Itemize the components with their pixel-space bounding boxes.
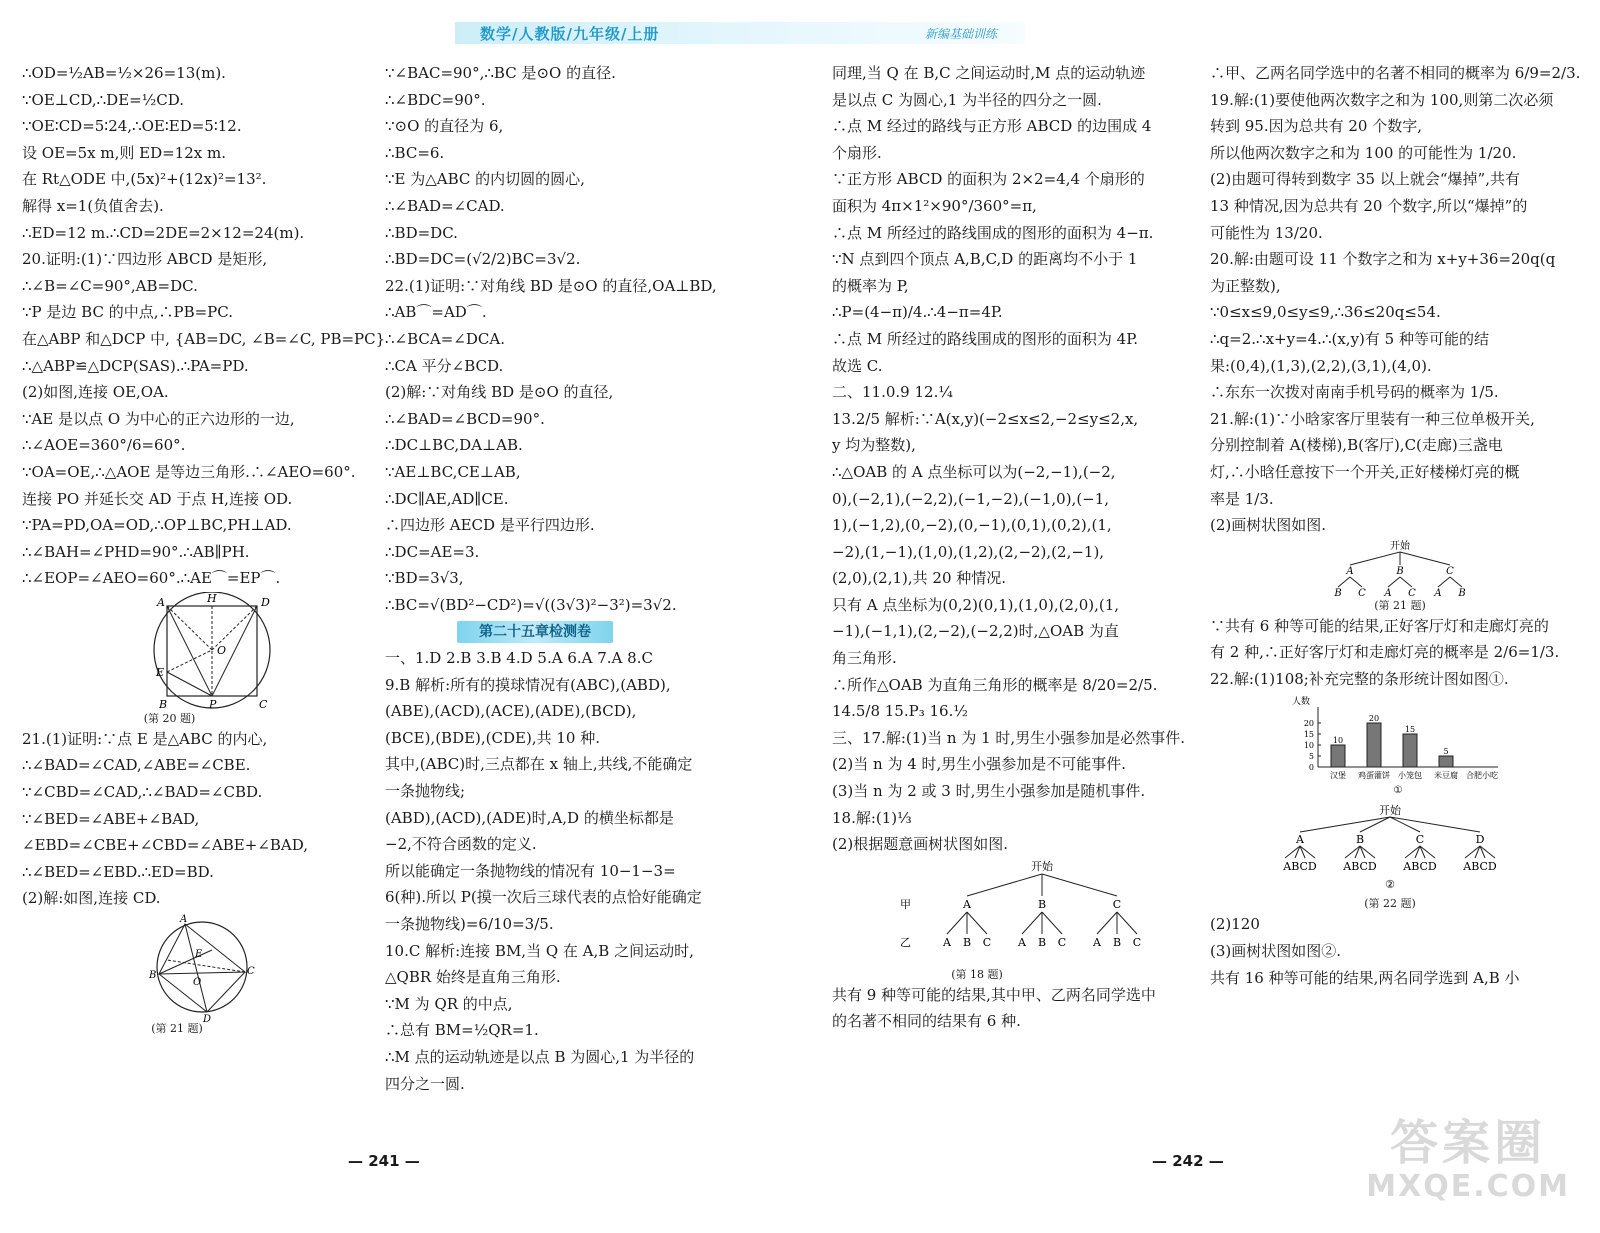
svg-text:B: B — [159, 697, 168, 711]
text-line: ∴点 M 所经过的路线围成的图形的面积为 4−π. — [832, 223, 1154, 242]
figure-22-caption: (第 22 题) — [1364, 897, 1416, 911]
answer-lines — [1210, 60, 1580, 539]
tree-node: A — [1296, 833, 1304, 847]
text-line: (2)当 n 为 4 时,男生小强参加是不可能事件. — [832, 755, 1127, 774]
text-line: 连接 PO 并延长交 AD 于点 H,连接 OD. — [22, 489, 293, 508]
text-line: (ABE),(ACD),(ACE),(ADE),(BCD), — [385, 702, 637, 721]
watermark: 答案圈 MXQE.COM — [1366, 1115, 1570, 1204]
text-line: ∴△ABP≌△DCP(SAS).∴PA=PD. — [22, 356, 249, 375]
x-tick-label: 汉堡 — [1330, 771, 1346, 781]
svg-text:C: C — [259, 697, 268, 711]
data-label: 5 — [1443, 747, 1449, 757]
tree-leaf: A — [1434, 587, 1442, 599]
bar — [1439, 756, 1453, 767]
text-line: ∴AB⌒=AD⌒. — [385, 303, 487, 322]
bar — [1403, 734, 1417, 767]
tree-edge — [1338, 577, 1350, 587]
text-line: 6(种).所以 P(摸一次后三球代表的点恰好能确定 — [385, 888, 702, 907]
text-line: (2)解:如图,连接 CD. — [22, 889, 161, 908]
text-line: ∵0≤x≤9,0≤y≤9,∴36≤20q≤54. — [1210, 303, 1441, 322]
text-line: (BCE),(BDE),(CDE),共 10 种. — [385, 728, 600, 747]
text-line: ∴∠BAD=∠CAD,∠ABE=∠CBE. — [22, 756, 251, 775]
column-3 — [832, 60, 1192, 1035]
text-line: ∴DC∥AE,AD∥CE. — [385, 489, 509, 508]
tree-diagram-22 — [1210, 802, 1580, 911]
text-line: ∵P 是边 BC 的中点,∴PB=PC. — [22, 303, 233, 322]
tree-edge — [1350, 552, 1400, 565]
page-number-left: — 241 — — [348, 1152, 420, 1170]
page-header — [455, 22, 1025, 44]
tree-leaf: C — [982, 935, 992, 949]
text-line: 20.证明:(1)∵四边形 ABCD 是矩形, — [22, 250, 268, 269]
text-line: ∵OA=OE,∴△AOE 是等边三角形.∴∠AEO=60°. — [22, 462, 356, 481]
text-line: ∴四边形 AECD 是平行四边形. — [385, 516, 595, 535]
text-line: ∴甲、乙两名同学选中的名著不相同的概率为 6/9=2/3. — [1210, 64, 1581, 82]
tree-edge — [967, 912, 987, 934]
tree-node: C — [1112, 897, 1122, 911]
text-line: ∴P=(4−π)/4.∴4−π=4P. — [832, 303, 1003, 322]
tree-edge — [1117, 912, 1137, 934]
tree-edge — [1350, 577, 1362, 587]
text-line: ∵BD=3√3, — [385, 569, 464, 588]
text-line: 四分之一圆. — [385, 1074, 465, 1093]
figure-20-caption: (第 20 题) — [143, 711, 196, 725]
tree-edge — [1400, 577, 1412, 587]
text-line: 1),(−1,2),(0,−2),(0,−1),(0,1),(0,2),(1, — [832, 516, 1112, 535]
text-line: ∴东东一次拨对南南手机号码的概率为 1/5. — [1210, 383, 1499, 402]
text-line: ∴点 M 经过的路线与正方形 ABCD 的边围成 4 — [832, 117, 1152, 136]
svg-text:O: O — [193, 977, 202, 989]
tree-leaves: ABCD — [1403, 860, 1437, 874]
bar-chart — [1210, 692, 1580, 802]
column-1 — [22, 60, 386, 1036]
figure-18-caption: (第 18 题) — [951, 967, 1003, 981]
tree-row-label: 乙 — [900, 935, 911, 949]
text-line: 所以他两次数字之和为 100 的可能性为 1/20. — [1210, 143, 1517, 162]
text-line: 共有 9 种等可能的结果,其中甲、乙两名同学选中 — [832, 985, 1156, 1004]
text-line: 13 种情况,因为总共有 20 个数字,所以“爆掉”的 — [1210, 196, 1528, 215]
svg-text:D: D — [203, 1014, 212, 1023]
text-line: (2)120 — [1210, 915, 1260, 934]
text-line: ∵∠BAC=90°,∴BC 是⊙O 的直径. — [385, 64, 616, 82]
figure-20 — [22, 592, 377, 726]
text-line: 14.5/8 15.P₃ 16.½ — [832, 702, 968, 721]
text-line: 可能性为 13/20. — [1210, 223, 1323, 242]
text-line: 一、1.D 2.B 3.B 4.D 5.A 6.A 7.A 8.C — [385, 649, 653, 668]
answer-lines-2 — [22, 726, 377, 912]
y-tick-label: 20 — [1303, 719, 1314, 729]
svg-text:D: D — [261, 595, 270, 609]
text-line: 在 Rt△ODE 中,(5x)²+(12x)²=13². — [22, 170, 267, 189]
tree-leaf: B — [1112, 935, 1122, 949]
text-line: 角三角形. — [832, 649, 897, 668]
answer-lines — [832, 60, 1192, 858]
text-line: ∴q=2.∴x+y=4.∴(x,y)有 5 种等可能的结 — [1210, 329, 1489, 348]
text-line: △QBR 始终是直角三角形. — [385, 968, 561, 987]
text-line: −2,不符合函数的定义. — [385, 835, 537, 854]
text-line: (2)根据题意画树状图如图. — [832, 835, 1009, 854]
bar — [1331, 745, 1345, 767]
tree-leaf: B — [962, 935, 972, 949]
figure-21b-caption: (第 21 题) — [1374, 598, 1426, 612]
text-line: ∵PA=PD,OA=OD,∴OP⊥BC,PH⊥AD. — [22, 516, 292, 535]
svg-text:E: E — [195, 949, 203, 961]
answer-lines-2 — [1210, 613, 1580, 693]
tree-leaf: A — [1384, 587, 1392, 599]
text-line: ∴∠BCA=∠DCA. — [385, 329, 505, 348]
text-line: ∵AE⊥BC,CE⊥AB, — [385, 462, 521, 481]
text-line: ∴CA 平分∠BCD. — [385, 356, 504, 375]
data-label: 10 — [1332, 736, 1344, 746]
data-label: 20 — [1368, 714, 1380, 724]
text-line: 设 OE=5x m,则 ED=12x m. — [22, 143, 226, 162]
text-line: ∵N 点到四个顶点 A,B,C,D 的距离均不小于 1 — [832, 250, 1138, 269]
text-line: −1),(−1,1),(2,−2),(−2,2)时,△OAB 为直 — [832, 622, 1119, 641]
text-line: 22.解:(1)108;补充完整的条形统计图如图①. — [1210, 669, 1509, 688]
y-tick-label: 15 — [1303, 730, 1314, 740]
text-line: ∵∠CBD=∠CAD,∴∠BAD=∠CBD. — [22, 783, 263, 802]
text-line: ∴总有 BM=½QR=1. — [385, 1021, 539, 1040]
tree-leaf: C — [1358, 587, 1366, 599]
tree-edge — [1400, 552, 1450, 565]
tree-edge — [947, 912, 967, 934]
text-line: ∴∠EOP=∠AEO=60°.∴AE⌒=EP⌒. — [22, 569, 281, 588]
text-line: 二、11.0.9 12.¼ — [832, 383, 953, 402]
text-line: ∵E 为△ABC 的内切圆的圆心, — [385, 170, 585, 189]
text-line: 其中,(ABC)时,三点都在 x 轴上,共线,不能确定 — [385, 755, 693, 774]
text-line: 20.解:由题可设 11 个数字之和为 x+y+36=20q(q — [1210, 250, 1556, 269]
x-tick-label: 米豆腐 — [1434, 771, 1458, 781]
tree-leaf: B — [1037, 935, 1047, 949]
tree-node: C — [1415, 833, 1425, 847]
text-line: ∴BC=√(BD²−CD²)=√((3√3)²−3²)=3√2. — [385, 595, 677, 614]
tree-leaf: C — [1132, 935, 1142, 949]
text-line: ∴DC=AE=3. — [385, 542, 480, 561]
tree-edge — [1097, 912, 1117, 934]
tree-edge — [1450, 577, 1462, 587]
text-line: ∴BD=DC. — [385, 223, 458, 242]
text-line: 果:(0,4),(1,3),(2,2),(3,1),(4,0). — [1210, 356, 1432, 375]
book-title: 数学/人教版/九年级/上册 — [480, 25, 660, 43]
answer-lines-2 — [832, 982, 1192, 1035]
text-line: 19.解:(1)要使他两次数字之和为 100,则第二次必须 — [1210, 90, 1554, 109]
text-line: 的名著不相同的结果有 6 种. — [832, 1012, 1021, 1031]
tree-node: D — [1475, 833, 1485, 847]
text-line: (3)当 n 为 2 或 3 时,男生小强参加是随机事件. — [832, 782, 1146, 801]
text-line: ∵AE 是以点 O 为中心的正六边形的一边, — [22, 409, 295, 428]
text-line: ∴∠BAH=∠PHD=90°.∴AB∥PH. — [22, 542, 250, 561]
tree-root: 开始 — [1031, 859, 1053, 873]
text-line: ∴点 M 所经过的路线围成的图形的面积为 4P. — [832, 329, 1139, 348]
text-line: 转到 95.因为总共有 20 个数字, — [1210, 117, 1423, 136]
tree-diagram-18 — [832, 858, 1192, 982]
text-line: 10.C 解析:连接 BM,当 Q 在 A,B 之间运动时, — [385, 941, 694, 960]
text-line: 9.B 解析:所有的摸球情况有(ABC),(ABD), — [385, 675, 671, 694]
y-tick-label: 0 — [1308, 763, 1314, 773]
text-line: ∵OE⊥CD,∴DE=½CD. — [22, 90, 184, 109]
text-line: 三、17.解:(1)当 n 为 1 时,男生小强参加是必然事件. — [832, 728, 1185, 747]
tree-leaf: B — [1334, 587, 1342, 599]
text-line: ∴△OAB 的 A 点坐标可以为(−2,−1),(−2, — [832, 462, 1116, 481]
tree-edge — [1042, 874, 1117, 896]
data-label: 15 — [1404, 725, 1416, 735]
text-line: 0),(−2,1),(−2,2),(−1,−2),(−1,0),(−1, — [832, 489, 1110, 508]
x-tick-label: 合肥小吃 — [1466, 771, 1498, 781]
text-line: ∵正方形 ABCD 的面积为 2×2=4,4 个扇形的 — [832, 170, 1145, 189]
tree-edge — [1300, 817, 1390, 832]
text-line: y 均为整数), — [832, 436, 916, 455]
text-line: ∴M 点的运动轨迹是以点 B 为圆心,1 为半径的 — [385, 1047, 695, 1066]
tree-diagram-21 — [1210, 539, 1580, 613]
tree-leaves: ABCD — [1343, 860, 1377, 874]
chapter-banner: 第二十五章检测卷 — [457, 621, 613, 643]
text-line: 共有 16 种等可能的结果,两名同学选到 A,B 小 — [1210, 968, 1520, 987]
svg-text:A: A — [180, 914, 188, 926]
tree-root: 开始 — [1390, 540, 1410, 552]
tree-leaf: A — [1018, 935, 1026, 949]
text-line: 个扇形. — [832, 143, 882, 162]
tree-node: C — [1446, 565, 1454, 577]
text-line: ∴BD=DC=(√2/2)BC=3√2. — [385, 250, 581, 269]
text-line: 13.2/5 解析:∵A(x,y)(−2≤x≤2,−2≤y≤2,x, — [832, 409, 1139, 428]
answer-lines — [22, 60, 386, 592]
text-line: ∠EBD=∠CBE+∠CBD=∠ABE+∠BAD, — [22, 836, 309, 855]
text-line: ∵⊙O 的直径为 6, — [385, 117, 504, 136]
tree-edge — [1438, 577, 1450, 587]
text-line: 灯,∴小晗任意按下一个开关,正好楼梯灯亮的概 — [1210, 462, 1520, 481]
tree-root: 开始 — [1379, 804, 1401, 818]
tree-edge — [1388, 577, 1400, 587]
chart-caption: ① — [1393, 785, 1403, 797]
text-line: 解得 x=1(负值舍去). — [22, 196, 164, 215]
tree-edge — [1390, 817, 1480, 832]
tree-edge — [967, 874, 1042, 896]
tree-leaves: ABCD — [1463, 860, 1497, 874]
text-line: ∵M 为 QR 的中点, — [385, 994, 513, 1013]
tree-edge — [1042, 912, 1062, 934]
text-line: ∴∠AOE=360°/6=60°. — [22, 436, 186, 455]
text-line: 面积为 4π×1²×90°/360°=π, — [832, 196, 1037, 215]
answer-lines-2 — [385, 645, 755, 1097]
figure-21-caption: (第 21 题) — [151, 1022, 203, 1036]
tree-leaves: ABCD — [1283, 860, 1317, 874]
svg-text:B: B — [149, 970, 157, 982]
text-line: 所以能确定一条抛物线的情况有 10−1−3= — [385, 861, 676, 880]
text-line: 一条抛物线)=6/10=3/5. — [385, 915, 554, 933]
y-tick-label: 10 — [1303, 741, 1314, 751]
text-line: 同理,当 Q 在 B,C 之间运动时,M 点的运动轨迹 — [832, 64, 1146, 82]
tree-edge — [1022, 912, 1042, 934]
text-line: 一条抛物线; — [385, 782, 466, 801]
x-tick-label: 小笼包 — [1398, 771, 1422, 781]
text-line: (2,0),(2,1),共 20 种情况. — [832, 569, 1007, 588]
text-line: ∴ED=12 m.∴CD=2DE=2×12=24(m). — [22, 223, 305, 242]
text-line: ∴所作△OAB 为直角三角形的概率是 8/20=2/5. — [832, 675, 1158, 694]
text-line: 在△ABP 和△DCP 中, {AB=DC, ∠B=∠C, PB=PC} — [22, 329, 386, 348]
tree-node: B — [1396, 565, 1404, 577]
text-line: ∴∠BED=∠EBD.∴ED=BD. — [22, 862, 214, 881]
text-line: ∴∠BDC=90°. — [385, 90, 486, 109]
tree-leaf: A — [943, 935, 951, 949]
text-line: 18.解:(1)⅓ — [832, 808, 912, 827]
answer-lines-3 — [1210, 911, 1580, 991]
tree-leaf: C — [1408, 587, 1416, 599]
column-4 — [1210, 60, 1580, 991]
text-line: 率是 1/3. — [1210, 489, 1274, 508]
svg-text:A: A — [157, 595, 165, 609]
text-line: (2)画树状图如图. — [1210, 516, 1327, 535]
figure-label: ② — [1385, 878, 1395, 892]
bar — [1367, 723, 1381, 767]
tree-node: B — [1037, 897, 1047, 911]
series-name: 新编基础训练 — [925, 27, 998, 41]
text-line: 只有 A 点坐标为(0,2)(0,1),(1,0),(2,0),(1, — [832, 595, 1120, 614]
x-tick-label: 鸡蛋灌饼 — [1358, 771, 1390, 781]
tree-leaf: C — [1057, 935, 1067, 949]
svg-text:E: E — [156, 665, 165, 679]
text-line: 21.(1)证明:∵点 E 是△ABC 的内心, — [22, 729, 268, 748]
text-line: (ABD),(ACD),(ADE)时,A,D 的横坐标都是 — [385, 808, 674, 827]
text-line: 是以点 C 为圆心,1 为半径的四分之一圆. — [832, 90, 1102, 109]
text-line: ∴OD=½AB=½×26=13(m). — [22, 64, 226, 82]
text-line: −2),(1,−1),(1,0),(1,2),(2,−2),(2,−1), — [832, 542, 1105, 561]
tree-leaf: A — [1093, 935, 1101, 949]
text-line: 故选 C. — [832, 356, 883, 375]
y-axis-label: 人数 — [1292, 697, 1311, 708]
tree-leaf: B — [1458, 587, 1466, 599]
text-line: ∴∠BAD=∠CAD. — [385, 196, 505, 215]
text-line: (3)画树状图如图②. — [1210, 942, 1342, 961]
text-line: 有 2 种,∴正好客厅灯和走廊灯亮的概率是 2/6=1/3. — [1210, 643, 1560, 662]
svg-text:H: H — [207, 591, 217, 605]
y-tick-label: 5 — [1308, 752, 1314, 762]
tree-node: A — [963, 897, 971, 911]
svg-text:O: O — [217, 643, 227, 657]
text-line: 22.(1)证明:∵对角线 BD 是⊙O 的直径,OA⊥BD, — [385, 276, 717, 295]
text-line: ∵OE∶CD=5∶24,∴OE∶ED=5∶12. — [22, 117, 242, 136]
text-line: 为正整数), — [1210, 276, 1281, 295]
text-line: ∵∠BED=∠ABE+∠BAD, — [22, 809, 200, 828]
tree-row-label: 甲 — [900, 897, 911, 911]
text-line: 21.解:(1)∵小晗家客厅里装有一种三位单极开关, — [1210, 409, 1535, 428]
svg-text:P: P — [209, 697, 217, 711]
column-2 — [385, 60, 755, 1097]
text-line: ∵共有 6 种等可能的结果,正好客厅灯和走廊灯亮的 — [1210, 616, 1549, 635]
text-line: 的概率为 P, — [832, 276, 909, 295]
svg-text:C: C — [247, 966, 255, 978]
text-line: ∴∠B=∠C=90°,AB=DC. — [22, 276, 198, 295]
answer-lines — [385, 60, 755, 618]
page-number-right: — 242 — — [1152, 1152, 1224, 1170]
text-line: (2)如图,连接 OE,OA. — [22, 383, 169, 402]
text-line: ∴DC⊥BC,DA⊥AB. — [385, 436, 523, 455]
text-line: 分别控制着 A(楼梯),B(客厅),C(走廊)三盏电 — [1210, 436, 1503, 455]
tree-node: A — [1346, 565, 1354, 577]
text-line: (2)解:∵对角线 BD 是⊙O 的直径, — [385, 383, 614, 402]
tree-node: B — [1355, 833, 1365, 847]
text-line: ∴BC=6. — [385, 143, 445, 162]
figure-21 — [22, 912, 377, 1036]
text-line: (2)由题可得转到数字 35 以上就会“爆掉”,共有 — [1210, 170, 1520, 189]
text-line: ∴∠BAD=∠BCD=90°. — [385, 409, 545, 428]
